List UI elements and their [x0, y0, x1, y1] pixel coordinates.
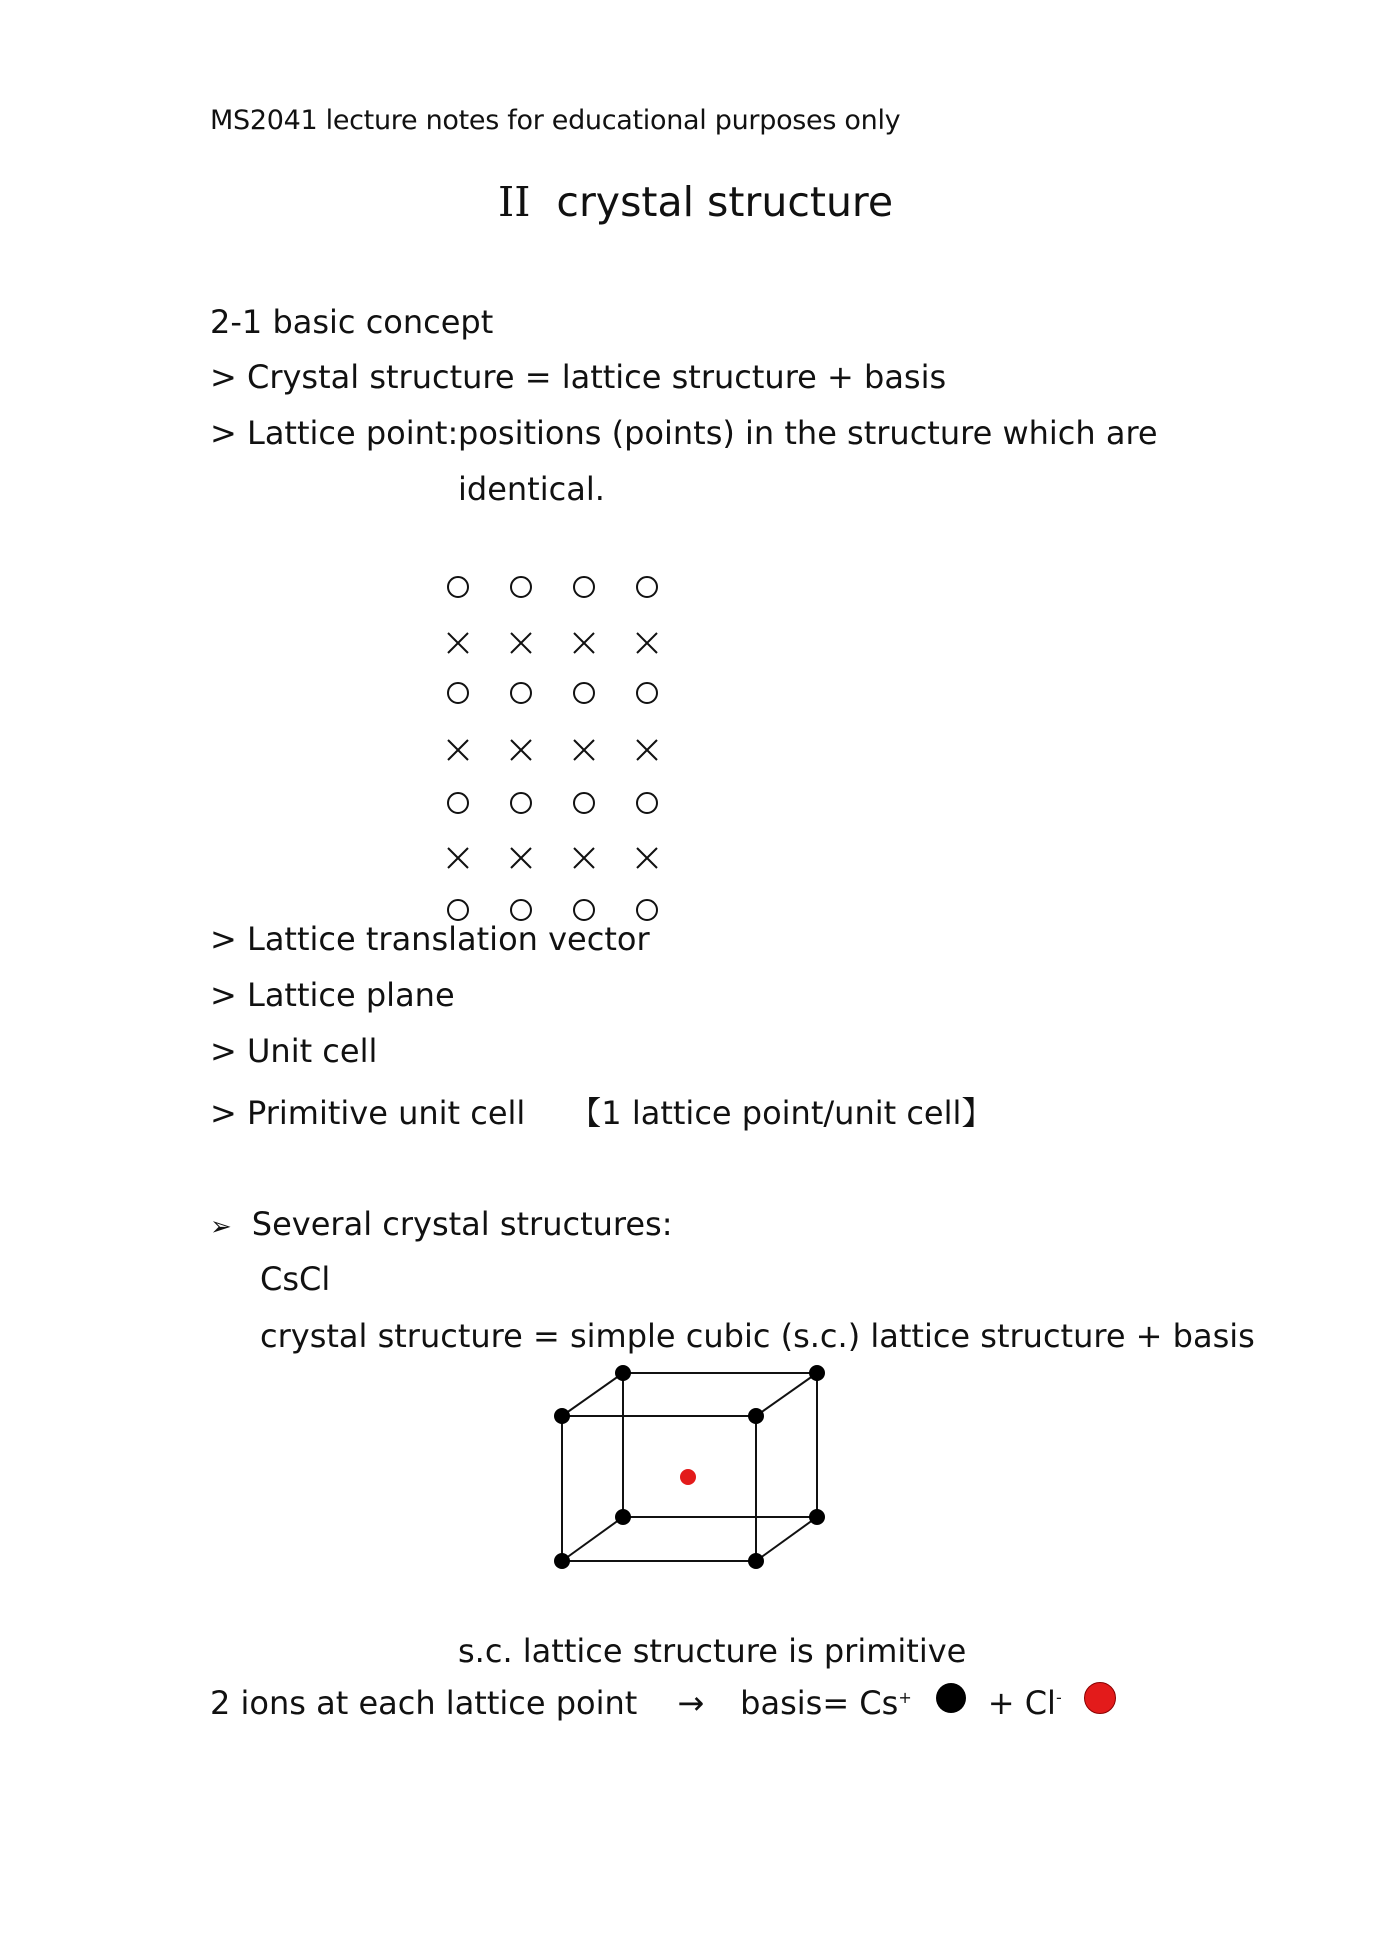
cross-stroke [511, 740, 531, 760]
lattice-circle-mark [637, 793, 657, 813]
cross-stroke [637, 633, 657, 653]
several-structures-label: Several crystal structures: [251, 1205, 673, 1243]
lattice-point-description-line-2: identical. [458, 470, 605, 508]
lattice-circle-mark [637, 577, 657, 597]
bullet-primitive-unit-cell [210, 1088, 993, 1134]
lattice-cross-mark [637, 740, 657, 760]
cross-stroke [448, 740, 468, 760]
cross-stroke [574, 633, 594, 653]
cross-stroke [448, 633, 468, 653]
cl-charge: - [1055, 1687, 1062, 1707]
cube-edge [756, 1373, 817, 1416]
bullet-lattice-point-label: > Lattice point: [210, 414, 459, 452]
cross-stroke [448, 848, 468, 868]
several-structures-heading [210, 1205, 673, 1243]
lattice-circle-mark [511, 683, 531, 703]
bullet-lattice-translation-vector: > Lattice translation vector [210, 920, 650, 958]
cross-stroke [574, 740, 594, 760]
lattice-circle-mark [637, 683, 657, 703]
lattice-circle-mark [511, 793, 531, 813]
lattice-circle-mark [574, 577, 594, 597]
right-arrow-icon: → [677, 1684, 705, 1722]
lattice-circle-mark [448, 577, 468, 597]
cross-stroke [448, 633, 468, 653]
primitive-unit-cell-note: 【1 lattice point/unit cell】 [569, 1094, 994, 1132]
lattice-circle-mark [574, 683, 594, 703]
section-heading: 2-1 basic concept [210, 303, 494, 341]
cross-stroke [637, 740, 657, 760]
page-title [498, 178, 893, 226]
bullet-crystal-structure: > Crystal structure = lattice structure + basis [210, 358, 947, 396]
cross-stroke [637, 848, 657, 868]
cross-stroke [511, 633, 531, 653]
cross-stroke [448, 740, 468, 760]
cross-stroke [574, 740, 594, 760]
lattice-cross-mark [637, 848, 657, 868]
chapter-numeral: II [498, 178, 531, 226]
corner-atom [554, 1553, 570, 1569]
cube-edge [756, 1517, 817, 1561]
lattice-cross-mark [574, 633, 594, 653]
lattice-cross-mark [448, 633, 468, 653]
lattice-cross-mark [448, 848, 468, 868]
corner-atom [809, 1365, 825, 1381]
body-center-atom [680, 1469, 696, 1485]
cross-stroke [448, 848, 468, 868]
cs-ion-dot-icon [936, 1683, 966, 1713]
lattice-point-description-line-1: positions (points) in the structure which are [458, 414, 1158, 452]
lattice-circle-mark [574, 793, 594, 813]
primitive-unit-cell-label: > Primitive unit cell [210, 1094, 526, 1132]
lattice-cross-mark [574, 740, 594, 760]
lattice-cross-mark [511, 633, 531, 653]
cross-stroke [574, 633, 594, 653]
bullet-lattice-plane: > Lattice plane [210, 976, 455, 1014]
lattice-cross-mark [511, 740, 531, 760]
cl-ion-dot-icon [1084, 1682, 1116, 1714]
lattice-cross-mark [511, 848, 531, 868]
cross-stroke [511, 848, 531, 868]
cross-stroke [637, 848, 657, 868]
lattice-circle-mark [448, 900, 468, 920]
cube-edge [562, 1517, 623, 1561]
cross-stroke [574, 848, 594, 868]
basis-lead-text: 2 ions at each lattice point [210, 1684, 638, 1722]
cs-charge: + [898, 1687, 912, 1707]
cross-stroke [637, 633, 657, 653]
corner-atom [748, 1408, 764, 1424]
cube-edges [562, 1373, 817, 1561]
cross-stroke [511, 740, 531, 760]
cube-edge [562, 1373, 623, 1416]
corner-atom [748, 1553, 764, 1569]
corner-atom [809, 1509, 825, 1525]
corner-atom [554, 1408, 570, 1424]
lattice-circle-mark [511, 900, 531, 920]
cscl-cube-diagram [540, 1365, 850, 1585]
cross-stroke [511, 633, 531, 653]
lattice-circle-mark [637, 900, 657, 920]
lattice-cross-mark [448, 740, 468, 760]
example-name: CsCl [260, 1260, 331, 1298]
cross-stroke [574, 848, 594, 868]
lattice-circle-mark [574, 900, 594, 920]
cl-label: + Cl [987, 1684, 1056, 1722]
lattice-circle-mark [511, 577, 531, 597]
structure-definition: crystal structure = simple cubic (s.c.) lattice structure + basis [260, 1317, 1255, 1355]
diagram-caption: s.c. lattice structure is primitive [458, 1632, 967, 1670]
lattice-circle-mark [448, 683, 468, 703]
corner-atom [615, 1509, 631, 1525]
chapter-title: crystal structure [556, 178, 894, 226]
basis-label: basis= Cs [740, 1684, 899, 1722]
lattice-cross-mark [637, 633, 657, 653]
basis-line [210, 1684, 1116, 1722]
lattice-circle-mark [448, 793, 468, 813]
cross-stroke [511, 848, 531, 868]
arrowhead-bullet-icon: ➢ [210, 1212, 232, 1242]
bullet-unit-cell: > Unit cell [210, 1032, 378, 1070]
header-note: MS2041 lecture notes for educational purposes only [210, 105, 901, 136]
cross-stroke [637, 740, 657, 760]
lattice-cross-mark [574, 848, 594, 868]
corner-atom [615, 1365, 631, 1381]
